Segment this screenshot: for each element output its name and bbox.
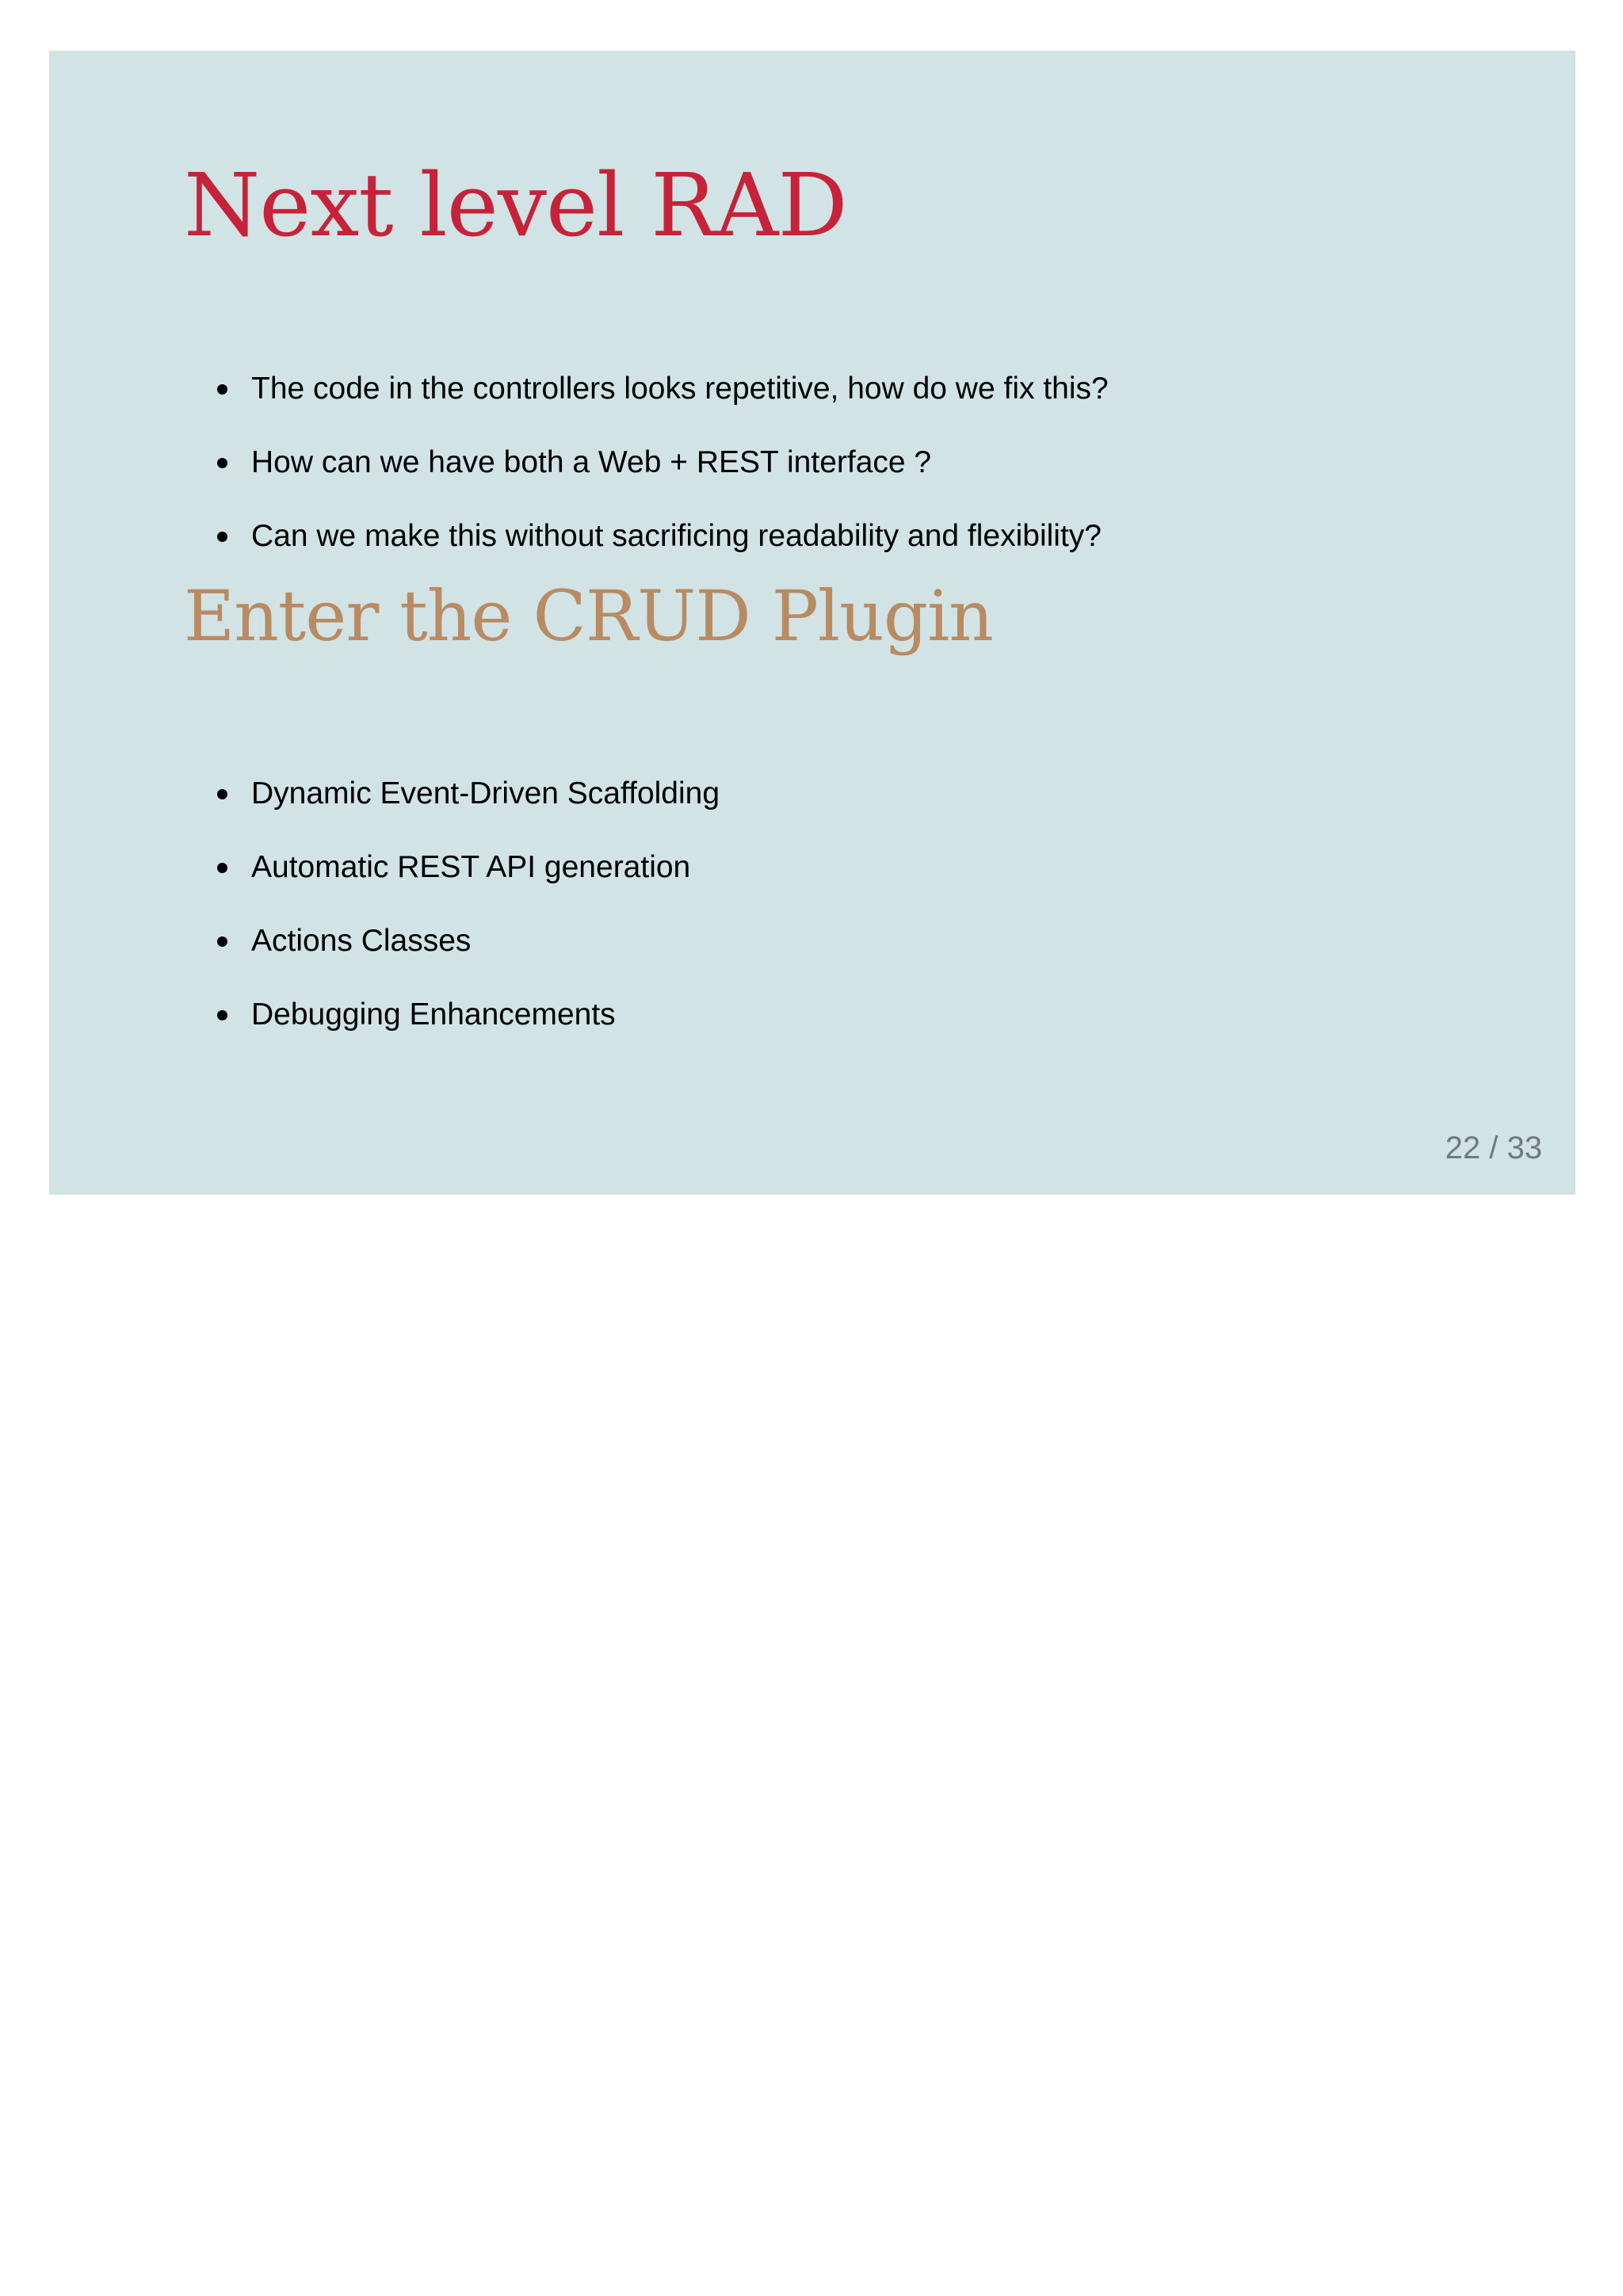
bullet-icon [217, 863, 227, 873]
list-item-text: How can we have both a Web + REST interface ? [251, 445, 932, 479]
page-number: 22 / 33 [1445, 1131, 1542, 1165]
list-item-text: The code in the controllers looks repetitive, how do we fix this? [251, 372, 1109, 406]
bullet-icon [217, 789, 227, 799]
slide-title: Next level RAD [184, 154, 847, 256]
list-item-text: Actions Classes [251, 924, 472, 958]
list-item-text: Dynamic Event-Driven Scaffolding [251, 776, 720, 810]
list-item-text: Debugging Enhancements [251, 997, 616, 1032]
bullet-icon [217, 936, 227, 947]
bullet-icon [217, 532, 227, 542]
bullet-icon [217, 458, 227, 468]
slide [49, 51, 1575, 1195]
slide-subtitle: Enter the CRUD Plugin [184, 575, 993, 657]
list-item-text: Automatic REST API generation [251, 850, 691, 884]
list-item-text: Can we make this without sacrificing readability and flexibility? [251, 519, 1102, 553]
bullet-icon [217, 1010, 227, 1020]
bullet-icon [217, 384, 227, 395]
